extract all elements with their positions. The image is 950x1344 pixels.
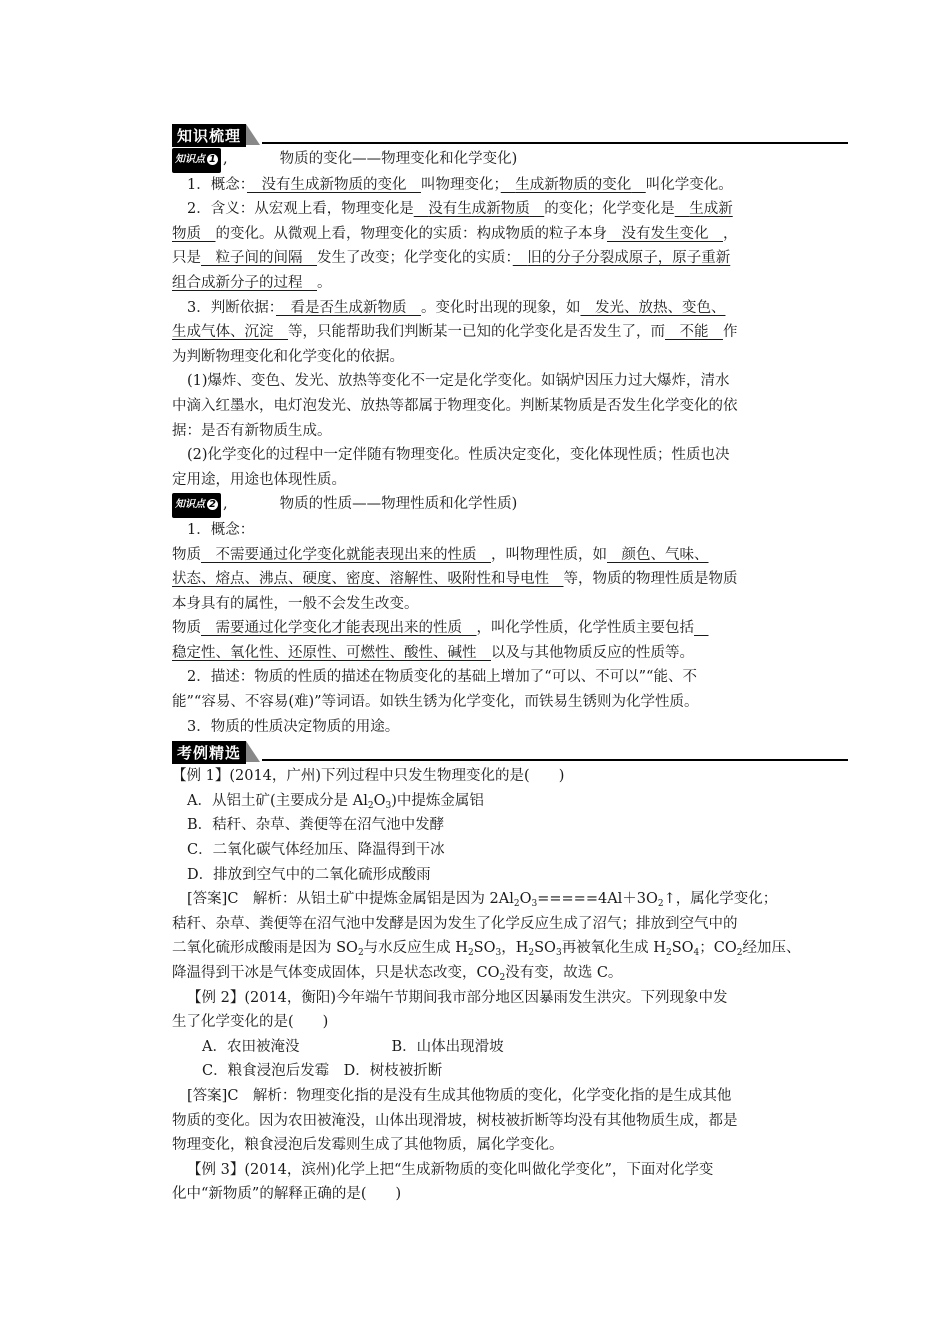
example-1-question: 【例 1】(2014，广州)下列过程中只发生物理变化的是( ) (172, 768, 565, 785)
option-a: A．从铝土矿(主要成分是 $Al_2O_3$)中提炼金属铝 (187, 792, 484, 811)
option-ab: A．农田被淹没 B．山体出现滑坡 (202, 1038, 504, 1055)
paragraph: 稳定性、氧化性、还原性、可燃性、酸性、碱性 以及与其他物质反应的性质等。 (172, 644, 694, 661)
answer: 物理变化，粮食浸泡后发霉则生成了其他物质，属化学变化。 (172, 1137, 564, 1154)
paragraph: 3．判断依据： 看是否生成新物质 。变化时出现的现象，如 发光、放热、变色、 (187, 299, 726, 316)
paragraph: 中滴入红墨水，电灯泡发光、放热等都属于物理变化。判断某物质是否发生化学变化的依 (172, 397, 738, 414)
example-3-question: 化中“新物质”的解释正确的是( ) (172, 1186, 402, 1203)
paragraph: 只是 粒子间的间隔 发生了改变；化学变化的实质： 旧的分子分裂成原子，原子重新 (172, 250, 731, 267)
option-d: D．排放到空气中的二氧化硫形成酸雨 (187, 866, 431, 883)
answer: 降温得到干冰是气体变成固体，只是状态改变，$CO_2$没有变，故选 C。 (172, 965, 623, 983)
example-3-question: 【例 3】(2014，滨州)化学上把“生成新物质的变化叫做化学变化”，下面对化学变 (187, 1161, 714, 1178)
example-2-question: 【例 2】(2014，衡阳)今年端午节期间我市部分地区因暴雨发生洪灾。下列现象中发 (187, 989, 728, 1006)
knowledge-point-badge: 知识点 1 (172, 148, 221, 173)
paragraph: 物质 不需要通过化学变化就能表现出来的性质 ，叫物理性质，如 颜色、气味、 (172, 546, 709, 563)
section-rule (262, 142, 848, 144)
paragraph: 据：是否有新物质生成。 (172, 422, 332, 439)
option-b: B．秸秆、杂草、粪便等在沼气池中发酵 (187, 817, 445, 834)
document-page (172, 122, 848, 1207)
answer: [答案]C 解析：从铝土矿中提炼金属铝是因为 $2Al_2O_3=====4Al+3O_2↑$，属化学变化； (187, 891, 778, 910)
paragraph: 为判断物理变化和化学变化的依据。 (172, 348, 404, 365)
paragraph: 状态、熔点、沸点、硬度、密度、溶解性、吸附性和导电性 等，物质的物理性质是物质 (172, 571, 738, 588)
section-header-examples (172, 739, 848, 763)
answer: 物质的变化。因为农田被淹没，山体出现滑坡，树枝被折断等均没有其他物质生成，都是 (172, 1112, 738, 1129)
paragraph: 能”“容易、不容易(难)”等词语。如铁生锈为化学变化，而铁易生锈则为化学性质。 (172, 694, 699, 711)
option-cd: C．粮食浸泡后发霉 D．树枝被折断 (202, 1063, 443, 1080)
paragraph: 1．概念： (187, 521, 255, 538)
section-tag: 考例精选 (172, 741, 246, 764)
answer: [答案]C 解析：物理变化指的是没有生成其他物质的变化，化学变化指的是生成其他 (187, 1087, 732, 1104)
answer: 秸秆、杂草、粪便等在沼气池中发酵是因为发生了化学反应生成了沼气；排放到空气中的 (172, 915, 738, 932)
paragraph: 2．含义：从宏观上看，物理变化是 没有生成新物质 的变化；化学变化是 生成新 (187, 201, 733, 218)
paragraph: 3．物质的性质决定物质的用途。 (187, 718, 400, 735)
knowledge-point-2-heading: 知识点 2 , 物质的性质——物理性质和化学性质) (172, 492, 848, 518)
paragraph: 1．概念： 没有生成新物质的变化 叫物理变化； 生成新物质的变化 叫化学变化。 (187, 176, 733, 193)
paragraph: 本身具有的属性，一般不会发生改变。 (172, 595, 419, 612)
section-rule (262, 759, 848, 761)
section-tag: 知识梳理 (172, 124, 246, 147)
knowledge-point-badge: 知识点 2 (172, 493, 221, 518)
example-2-question: 生了化学变化的是( ) (172, 1014, 329, 1031)
paragraph: 物质 需要通过化学变化才能表现出来的性质 ，叫化学性质，化学性质主要包括 (172, 620, 694, 637)
paragraph: 组合成新分子的过程 。 (172, 274, 332, 291)
paragraph: (1)爆炸、变色、发光、放热等变化不一定是化学变化。如锅炉因压力过大爆炸，清水 (187, 373, 730, 390)
paragraph: 物质 的变化。从微观上看，物理变化的实质：构成物质的粒子本身 没有发生变化 ， (172, 225, 738, 242)
paragraph: 定用途，用途也体现性质。 (172, 471, 346, 488)
knowledge-point-1-heading: 知识点 1 , 物质的变化——物理变化和化学变化) (172, 147, 848, 173)
section-header-knowledge (172, 122, 848, 146)
answer: 二氧化硫形成酸雨是因为 $SO_2$与水反应生成 $H_2SO_3$，$H_2SO_3$再被氧化生成 $H_2SO_4$；$CO_2$经加压、 (172, 940, 801, 959)
paragraph: 2．描述：物质的性质的描述在物质变化的基础上增加了“可以、不可以”“能、不 (187, 669, 697, 686)
paragraph: 生成气体、沉淀 等，只能帮助我们判断某一已知的化学变化是否发生了，而 不能 作 (172, 324, 738, 341)
paragraph: (2)化学变化的过程中一定伴随有物理变化。性质决定变化，变化体现性质；性质也决 (187, 447, 730, 464)
option-c: C．二氧化碳气体经加压、降温得到干冰 (187, 842, 445, 859)
